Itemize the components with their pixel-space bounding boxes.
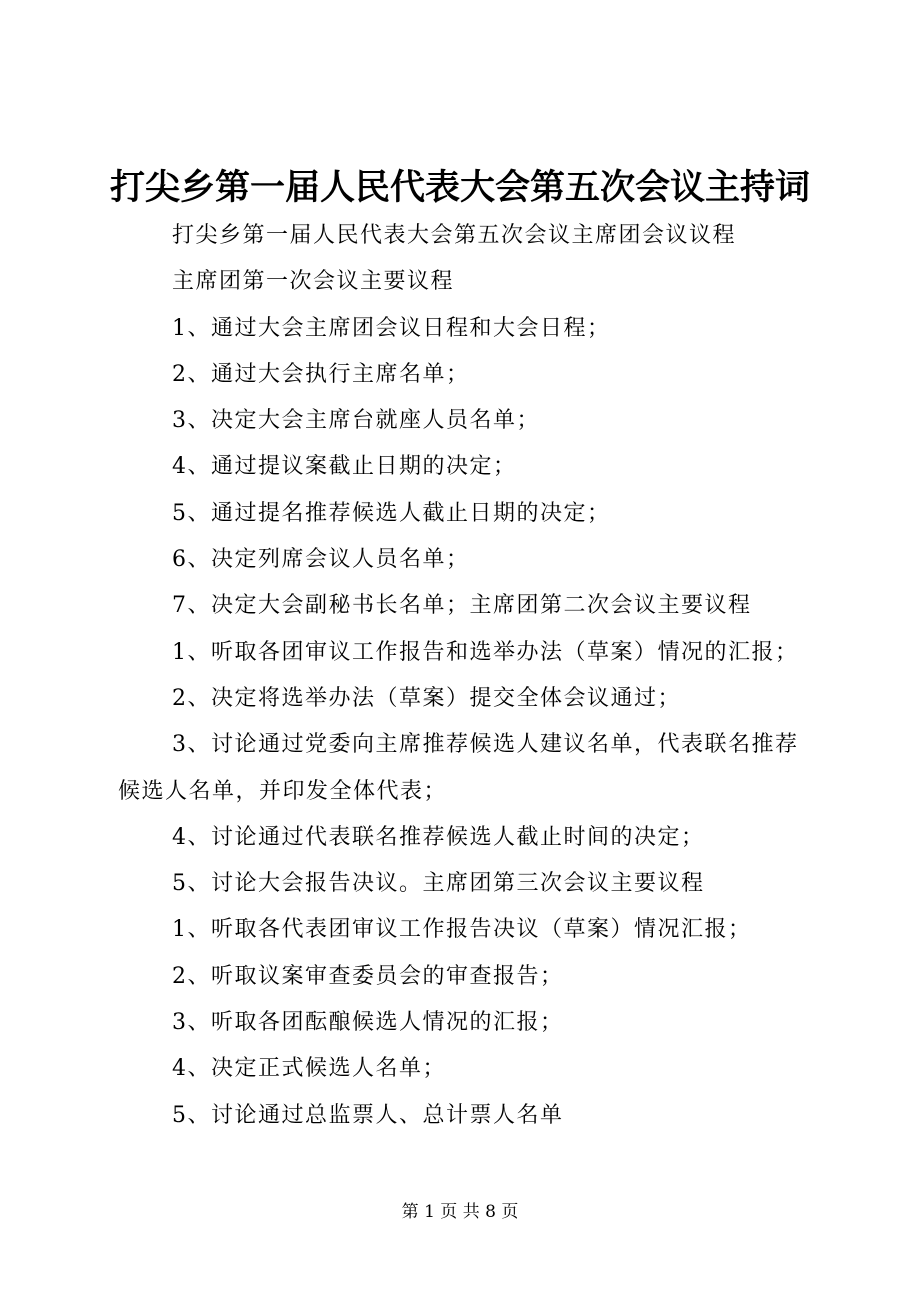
- document-body: [118, 213, 818, 1139]
- paragraph: 1、通过大会主席团会议日程和大会日程；: [172, 315, 611, 341]
- paragraph: 3、讨论通过党委向主席推荐候选人建议名单，代表联名推荐候选人名单，并印发全体代表；: [118, 732, 799, 804]
- paragraph: 2、听取议案审查委员会的审查报告；: [172, 963, 564, 989]
- paragraph: 5、讨论大会报告决议。主席团第三次会议主要议程: [172, 871, 705, 897]
- paragraph: 2、通过大会执行主席名单；: [172, 361, 470, 387]
- paragraph: 7、决定大会副秘书长名单；主席团第二次会议主要议程: [172, 593, 752, 619]
- paragraph: 主席团第一次会议主要议程: [172, 269, 455, 295]
- paragraph: 5、讨论通过总监票人、总计票人名单: [172, 1102, 564, 1128]
- paragraph: 1、听取各代表团审议工作报告决议（草案）情况汇报；: [172, 917, 752, 943]
- paragraph: 4、讨论通过代表联名推荐候选人截止时间的决定；: [172, 824, 705, 850]
- paragraph: 6、决定列席会议人员名单；: [172, 547, 470, 573]
- paragraph: 3、听取各团酝酿候选人情况的汇报；: [172, 1010, 564, 1036]
- paragraph: 2、决定将选举办法（草案）提交全体会议通过；: [172, 685, 681, 711]
- paragraph: 1、听取各团审议工作报告和选举办法（草案）情况的汇报；: [172, 639, 799, 665]
- paragraph: 打尖乡第一届人民代表大会第五次会议主席团会议议程: [172, 223, 737, 248]
- paragraph: 5、通过提名推荐候选人截止日期的决定；: [172, 500, 611, 526]
- paragraph: 4、通过提议案截止日期的决定；: [172, 454, 517, 480]
- paragraph: 4、决定正式候选人名单；: [172, 1056, 446, 1082]
- page-footer: 第 1 页 共 8 页: [401, 1202, 519, 1222]
- paragraph: 3、决定大会主席台就座人员名单；: [172, 408, 540, 434]
- document-title: 打尖乡第一届人民代表大会第五次会议主持词: [109, 168, 810, 208]
